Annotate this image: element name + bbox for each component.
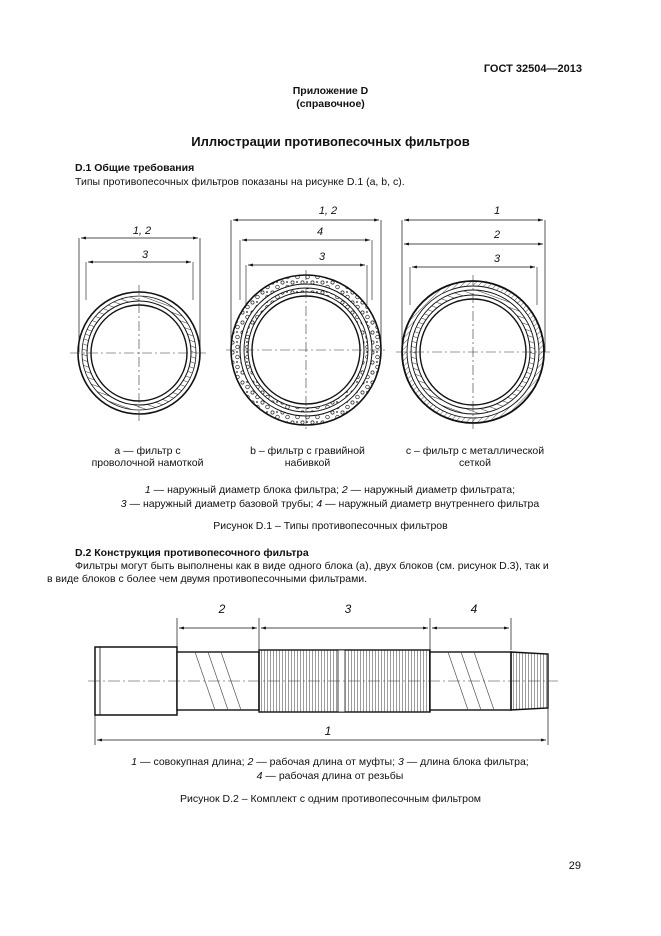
filter-assembly-drawing — [88, 602, 558, 745]
caption-b-line1: b – фильтр с гравийной — [250, 445, 365, 457]
section-2-title: D.2 Конструкция противопесочного фильтра — [75, 547, 309, 559]
dim-label-3: 3 — [344, 602, 352, 616]
section-2-text-line2: в виде блоков с более чем двумя противопесочными фильтрами. — [47, 573, 368, 585]
figure-1-caption: Рисунок D.1 – Типы противопесочных фильтров — [213, 520, 448, 532]
page-number: 29 — [568, 860, 581, 872]
section-2-text-line1: Фильтры могут быть выполнены как в виде одного блока (a), двух блоков (см. рисунок D.3), так и — [75, 560, 549, 572]
dim-label-a-1: 1, 2 — [132, 225, 152, 237]
filter-a-drawing — [70, 225, 208, 422]
annex-subtitle: (справочное) — [296, 98, 365, 110]
caption-a-line1: a — фильтр с — [114, 445, 181, 457]
dim-label-2: 2 — [218, 602, 226, 616]
section-1-text: Типы противопесочных фильтров показаны на рисунке D.1 (a, b, c). — [75, 176, 405, 188]
dim-label-c-3: 3 — [493, 253, 501, 265]
annex-title: Приложение D — [292, 85, 369, 97]
figure-1-legend-line2: 3 — наружный диаметр базовой трубы; 4 — наружный диаметр внутреннего фильтра — [120, 498, 540, 510]
dim-label-b-1: 1, 2 — [318, 205, 338, 217]
standard-number: ГОСТ 32504—2013 — [483, 63, 582, 75]
figure-1-legend-line1: 1 — наружный диаметр блока фильтра; 2 — наружный диаметр фильтрата; — [144, 484, 516, 496]
dim-label-b-3: 3 — [318, 251, 326, 263]
dim-label-c-1: 1 — [493, 205, 501, 217]
dim-label-b-2: 4 — [316, 226, 324, 238]
dim-label-4: 4 — [470, 602, 478, 616]
caption-b-line2: набивкой — [284, 457, 331, 469]
figure-2-legend-line2: 4 — рабочая длина от резьбы — [256, 770, 404, 782]
caption-a-line2: проволочной намоткой — [91, 457, 204, 469]
section-1-title: D.1 Общие требования — [75, 162, 195, 174]
dim-label-a-2: 3 — [141, 249, 149, 261]
figure-2-caption: Рисунок D.2 – Комплект с одним противопесочным фильтром — [179, 793, 482, 805]
caption-c-line2: сеткой — [459, 457, 491, 469]
caption-c-line1: c – фильтр с металлической — [405, 445, 545, 457]
page-heading: Иллюстрации противопесочных фильтров — [191, 134, 470, 149]
dim-label-c-2: 2 — [493, 229, 501, 241]
filter-b-drawing — [226, 205, 386, 430]
dim-label-1: 1 — [324, 724, 332, 738]
filter-c-drawing — [396, 205, 552, 430]
figure-2-legend-line1: 1 — совокупная длина; 2 — рабочая длина от муфты; 3 — длина блока фильтра; — [131, 756, 529, 768]
